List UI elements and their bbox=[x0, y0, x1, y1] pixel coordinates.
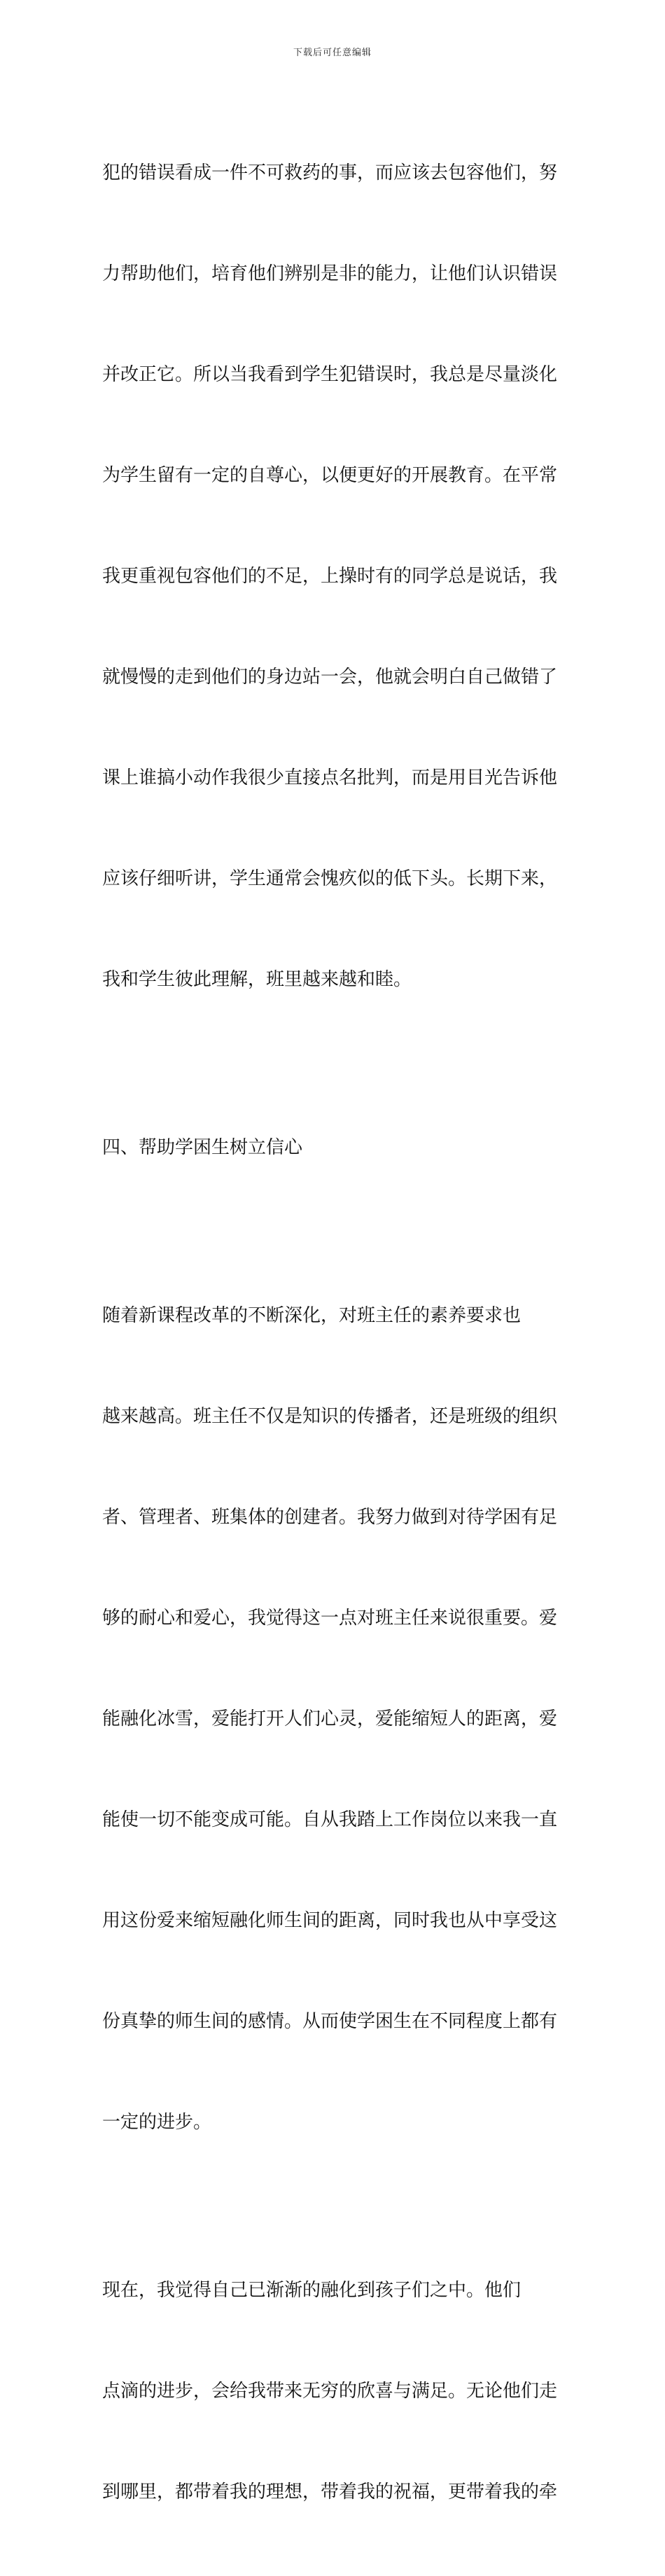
text-line: 应该仔细听讲，学生通常会愧疚似的低下头。长期下来， bbox=[102, 868, 558, 889]
text-line: 犯的错误看成一件不可救药的事，而应该去包容他们，努 bbox=[102, 162, 558, 183]
text-line: 并改正它。所以当我看到学生犯错误时，我总是尽量淡化 bbox=[102, 364, 558, 385]
text-line: 用这份爱来缩短融化师生间的距离，同时我也从中享受这 bbox=[102, 1910, 558, 1931]
text-line: 能使一切不能变成可能。自从我踏上工作岗位以来我一直 bbox=[102, 1809, 558, 1830]
section-heading bbox=[102, 1064, 564, 1232]
paragraph bbox=[102, 2206, 564, 2576]
text-line: 点滴的进步，会给我带来无穷的欣喜与满足。无论他们走 bbox=[102, 2381, 558, 2402]
text-line: 到哪里，都带着我的理想，带着我的祝福，更带着我的牵 bbox=[102, 2481, 558, 2502]
body-text bbox=[102, 89, 564, 2576]
text-line: 能融化冰雪，爱能打开人们心灵，爱能缩短人的距离，爱 bbox=[102, 1708, 558, 1729]
text-line: 者、管理者、班集体的创建者。我努力做到对待学困有足 bbox=[102, 1507, 558, 1528]
text-line: 就慢慢的走到他们的身边站一会，他就会明白自己做错了 bbox=[102, 667, 558, 688]
text-line: 现在，我觉得自己已渐渐的融化到孩子们之中。他们 bbox=[102, 2280, 522, 2301]
paragraph bbox=[102, 1232, 564, 2206]
text-line: 一定的进步。 bbox=[102, 2112, 212, 2133]
text-line: 我更重视包容他们的不足，上操时有的同学总是说话，我 bbox=[102, 566, 558, 587]
text-line: 力帮助他们，培育他们辨别是非的能力，让他们认识错误 bbox=[102, 263, 558, 284]
text-line: 为学生留有一定的自尊心，以便更好的开展教育。在平常 bbox=[102, 465, 558, 486]
text-line: 课上谁搞小动作我很少直接点名批判，而是用目光告诉他 bbox=[102, 767, 558, 788]
text-line: 够的耐心和爱心，我觉得这一点对班主任来说很重要。爱 bbox=[102, 1608, 558, 1629]
page-header: 下载后可任意编辑 bbox=[293, 48, 372, 58]
text-line: 份真挚的师生间的感情。从而使学困生在不同程度上都有 bbox=[102, 2011, 558, 2032]
text-line: 我和学生彼此理解，班里越来越和睦。 bbox=[102, 969, 412, 990]
text-line: 随着新课程改革的不断深化，对班主任的素养要求也 bbox=[102, 1305, 522, 1326]
heading-line: 四、帮助学困生树立信心 bbox=[102, 1137, 303, 1158]
paragraph bbox=[102, 89, 564, 1064]
text-line: 越来越高。班主任不仅是知识的传播者，还是班级的组织 bbox=[102, 1406, 558, 1427]
